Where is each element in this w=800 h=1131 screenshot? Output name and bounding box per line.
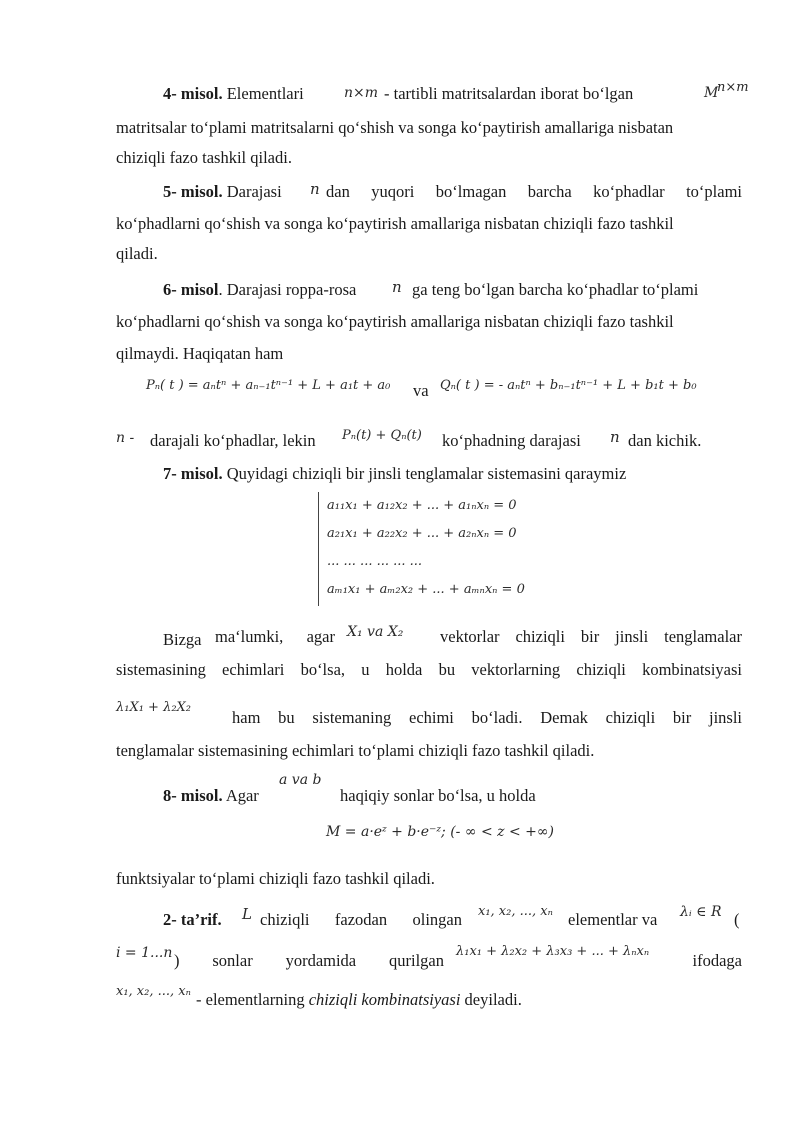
- example-5-label: 5- misol.: [163, 182, 223, 201]
- example-6-line-2: ko‘phadlarni qo‘shish va songa ko‘paytirish amallariga nisbatan chiziqli fazo tashkil: [116, 312, 674, 331]
- example-7-b2: sistemasining echimlari bo‘lsa, u holda bu vektorlarning chiziqli kombinatsiyasi: [116, 660, 742, 679]
- linear-combination-expression: λ₁x₁ + λ₂x₂ + λ₃x₃ + ... + λₙxₙ: [456, 944, 650, 959]
- formula-p: Pₙ( t ) = aₙtⁿ + aₙ₋₁tⁿ⁻¹ + L + a₁t + a₀: [146, 378, 391, 393]
- example-6-line-1a: [163, 280, 393, 300]
- lambda-in-r: λᵢ ∈ R: [680, 904, 722, 920]
- example-7-label: 7- misol.: [163, 464, 223, 483]
- example-8-line-3: [116, 869, 742, 889]
- equation-row-1: a₁₁x₁ + a₁₂x₂ + ... + a₁ₙxₙ = 0: [327, 498, 517, 513]
- index-i-range: i = 1...n: [116, 945, 173, 961]
- equation-row-m: aₘ₁x₁ + aₘ₂x₂ + ... + aₘₙxₙ = 0: [327, 582, 525, 597]
- example-8-text-a: Agar: [225, 786, 259, 805]
- formula-p-plus-q: Pₙ(t) + Qₙ(t): [342, 428, 422, 443]
- example-4-line-3: chiziqli fazo tashkil qiladi.: [116, 148, 292, 167]
- definition-2-text-b: chiziqli fazodan olingan: [260, 910, 462, 929]
- example-6-label: 6- misol: [163, 280, 219, 299]
- definition-2-paren: (: [734, 910, 740, 929]
- example-5-line-1a: [163, 182, 313, 202]
- example-6-n: n: [610, 428, 620, 446]
- elements-x1-xn: x₁, x₂, ..., xₙ: [478, 904, 553, 919]
- example-5-text-c: dan yuqori bo‘lmagan barcha ko‘phadlar to‘plami: [326, 182, 742, 201]
- example-5-degree: n: [310, 180, 320, 198]
- definition-2-text-d: elementlar va: [568, 910, 658, 929]
- example-7-b1b: ma‘lumki, agar: [215, 627, 335, 646]
- example-8-label: 8- misol.: [163, 786, 223, 805]
- definition-2-text-l3d: deyiladi.: [464, 990, 522, 1009]
- example-4-text-a: Elementlari: [226, 84, 304, 103]
- example-7-line-1: [163, 464, 742, 484]
- example-7-b3b: ham bu sistemaning echimi bo‘ladi. Demak chiziqli bir jinsli: [232, 708, 742, 727]
- equation-system: [318, 492, 567, 606]
- definition-2-text-l3b: - elementlarning: [196, 990, 305, 1009]
- space-l: L: [242, 905, 252, 923]
- example-4-matrix-sup: n×m: [717, 80, 749, 95]
- example-6-line-3: qilmaydi. Haqiqatan ham: [116, 344, 284, 363]
- example-6-line-5f: dan kichik.: [628, 431, 702, 450]
- example-6-degree: n: [392, 278, 402, 296]
- equation-row-dots: ... ... ... ... ... ...: [327, 554, 423, 569]
- example-5-text-a: Darajasi: [226, 182, 282, 201]
- example-8-line-1a: [163, 786, 283, 806]
- example-4-matrix-symbol: M: [704, 85, 719, 101]
- example-8-text-funktsiyalar: funktsiyalar: [116, 869, 195, 888]
- example-6-n-dash: n -: [116, 430, 135, 446]
- example-4-line-2: matritsalar to‘plami matritsalarni qo‘shish va songa ko‘paytirish amallariga nisbatan: [116, 118, 674, 137]
- example-4-text-c: - tartibli matritsalardan iborat bo‘lgan: [384, 84, 634, 103]
- elements-x1-xn-2: x₁, x₂, ..., xₙ: [116, 984, 191, 999]
- definition-2-text-l2d: ifodaga: [692, 951, 742, 970]
- example-4-dims: n×m: [344, 85, 379, 101]
- example-8-text-rest: to‘plami chiziqli fazo tashkil qiladi.: [198, 869, 435, 888]
- linear-combination-x1-x2: λ₁X₁ + λ₂X₂: [116, 700, 191, 715]
- example-7-text: Quyidagi chiziqli bir jinsli tenglamalar sistemasini qaraymiz: [226, 464, 627, 483]
- vectors-x1-x2: X₁ va X₂: [347, 624, 404, 640]
- example-8-text-c: haqiqiy sonlar bo‘lsa, u holda: [340, 786, 536, 805]
- example-6-line-5d: ko‘phadning darajasi: [442, 431, 581, 450]
- example-7-b1a: Bizga: [163, 630, 202, 649]
- example-5-line-3: qiladi.: [116, 244, 158, 263]
- example-4-label: 4- misol.: [163, 84, 223, 103]
- coefficients-a-b: a va b: [279, 772, 322, 788]
- equation-row-2: a₂₁x₁ + a₂₂x₂ + ... + a₂ₙxₙ = 0: [327, 526, 517, 541]
- example-7-b4: tenglamalar sistemasining echimlari to‘plami chiziqli fazo tashkil qiladi.: [116, 741, 595, 760]
- example-5-line-2: ko‘phadlarni qo‘shish va songa ko‘paytirish amallariga nisbatan chiziqli fazo tashkil: [116, 214, 674, 233]
- example-7-b1d: vektorlar chiziqli bir jinsli tenglamalar: [440, 627, 742, 646]
- formula-m: M = a·eᶻ + b·e⁻ᶻ; (- ∞ < z < +∞): [326, 824, 555, 840]
- example-6-line-5b: darajali ko‘phadlar, lekin: [150, 431, 316, 450]
- formula-va: va: [413, 381, 429, 400]
- example-6-text-a: . Darajasi roppa-rosa: [218, 280, 357, 299]
- formula-q: Qₙ( t ) = - aₙtⁿ + bₙ₋₁tⁿ⁻¹ + L + b₁t + b₀: [440, 378, 697, 393]
- definition-2-label: 2- ta’rif.: [163, 910, 222, 929]
- definition-2-term: chiziqli kombinatsiyasi: [308, 990, 461, 1009]
- example-6-text-c: ga teng bo‘lgan barcha ko‘phadlar to‘plami: [412, 280, 699, 299]
- definition-2-text-l2b: ) sonlar yordamida qurilgan: [174, 951, 444, 970]
- definition-2-line-3: [196, 990, 742, 1010]
